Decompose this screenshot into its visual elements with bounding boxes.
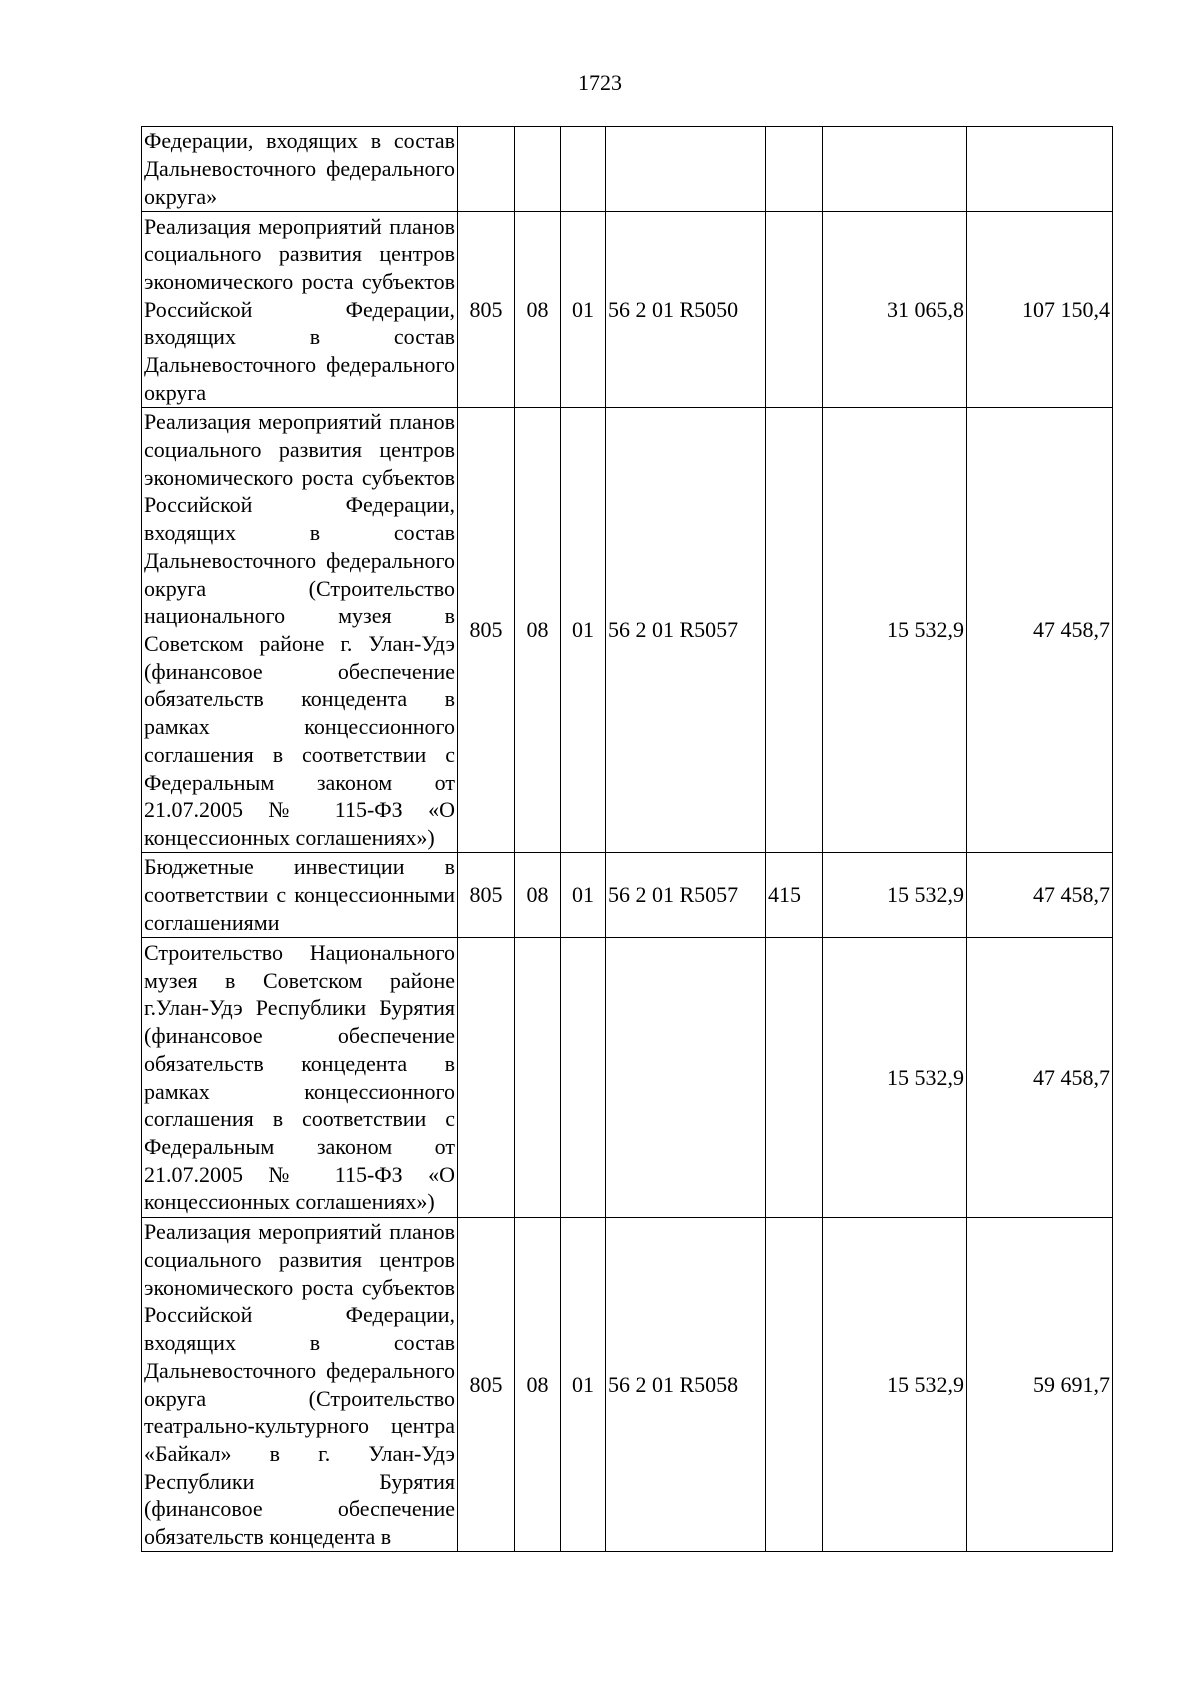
amount-1: 15 532,9 bbox=[823, 853, 967, 938]
target-article-code bbox=[606, 938, 766, 1218]
amount-2: 107 150,4 bbox=[967, 212, 1113, 408]
expense-type-code: 415 bbox=[766, 853, 823, 938]
subsection-code: 01 bbox=[561, 212, 606, 408]
amount-1 bbox=[823, 127, 967, 212]
section-code: 08 bbox=[515, 1218, 561, 1552]
table-row bbox=[142, 212, 1113, 408]
ministry-code bbox=[458, 127, 515, 212]
subsection-code bbox=[561, 127, 606, 212]
page-number: 1723 bbox=[578, 70, 622, 95]
ministry-code: 805 bbox=[458, 212, 515, 408]
target-article-code: 56 2 01 R5050 bbox=[606, 212, 766, 408]
row-description: Реализация мероприятий планов социального развития центров экономического роста субъектов Российской Федерации, входящих в состав Дальневосточного федерального округа (Строительство национального музея в Советском районе г. Улан-Удэ (финансовое обеспечение обязательств концедента в рамках концессионного соглашения в соответствии с Федеральным законом от 21.07.2005 № 115-ФЗ «О концессионных соглашениях») bbox=[142, 408, 458, 853]
amount-2: 47 458,7 bbox=[967, 853, 1113, 938]
row-description: Реализация мероприятий планов социального развития центров экономического роста субъектов Российской Федерации, входящих в состав Дальневосточного федерального округа bbox=[142, 212, 458, 408]
table-row bbox=[142, 938, 1113, 1218]
section-code bbox=[515, 938, 561, 1218]
subsection-code: 01 bbox=[561, 408, 606, 853]
table-row bbox=[142, 127, 1113, 212]
ministry-code: 805 bbox=[458, 853, 515, 938]
ministry-code: 805 bbox=[458, 408, 515, 853]
expense-type-code bbox=[766, 408, 823, 853]
ministry-code: 805 bbox=[458, 1218, 515, 1552]
row-description: Федерации, входящих в состав Дальневосточного федерального округа» bbox=[142, 127, 458, 212]
expense-type-code bbox=[766, 938, 823, 1218]
ministry-code bbox=[458, 938, 515, 1218]
amount-1: 31 065,8 bbox=[823, 212, 967, 408]
expense-type-code bbox=[766, 127, 823, 212]
amount-1: 15 532,9 bbox=[823, 1218, 967, 1552]
target-article-code bbox=[606, 127, 766, 212]
section-code bbox=[515, 127, 561, 212]
table-row bbox=[142, 853, 1113, 938]
section-code: 08 bbox=[515, 853, 561, 938]
row-description: Строительство Национального музея в Советском районе г.Улан-Удэ Республики Бурятия (финансовое обеспечение обязательств концедента в рамках концессионного соглашения в соответствии с Федеральным законом от 21.07.2005 № 115-ФЗ «О концессионных соглашениях») bbox=[142, 938, 458, 1218]
subsection-code: 01 bbox=[561, 1218, 606, 1552]
section-code: 08 bbox=[515, 408, 561, 853]
budget-table bbox=[141, 126, 1113, 1552]
amount-2 bbox=[967, 127, 1113, 212]
row-description: Бюджетные инвестиции в соответствии с концессионными соглашениями bbox=[142, 853, 458, 938]
amount-2: 47 458,7 bbox=[967, 938, 1113, 1218]
table-row bbox=[142, 1218, 1113, 1552]
target-article-code: 56 2 01 R5058 bbox=[606, 1218, 766, 1552]
section-code: 08 bbox=[515, 212, 561, 408]
table-row bbox=[142, 408, 1113, 853]
subsection-code bbox=[561, 938, 606, 1218]
row-description: Реализация мероприятий планов социального развития центров экономического роста субъектов Российской Федерации, входящих в состав Дальневосточного федерального округа (Строительство театрально-культурного центра «Байкал» в г. Улан-Удэ Республики Бурятия (финансовое обеспечение обязательств концедента в bbox=[142, 1218, 458, 1552]
amount-1: 15 532,9 bbox=[823, 938, 967, 1218]
expense-type-code bbox=[766, 212, 823, 408]
amount-2: 59 691,7 bbox=[967, 1218, 1113, 1552]
expense-type-code bbox=[766, 1218, 823, 1552]
amount-1: 15 532,9 bbox=[823, 408, 967, 853]
amount-2: 47 458,7 bbox=[967, 408, 1113, 853]
target-article-code: 56 2 01 R5057 bbox=[606, 408, 766, 853]
subsection-code: 01 bbox=[561, 853, 606, 938]
target-article-code: 56 2 01 R5057 bbox=[606, 853, 766, 938]
